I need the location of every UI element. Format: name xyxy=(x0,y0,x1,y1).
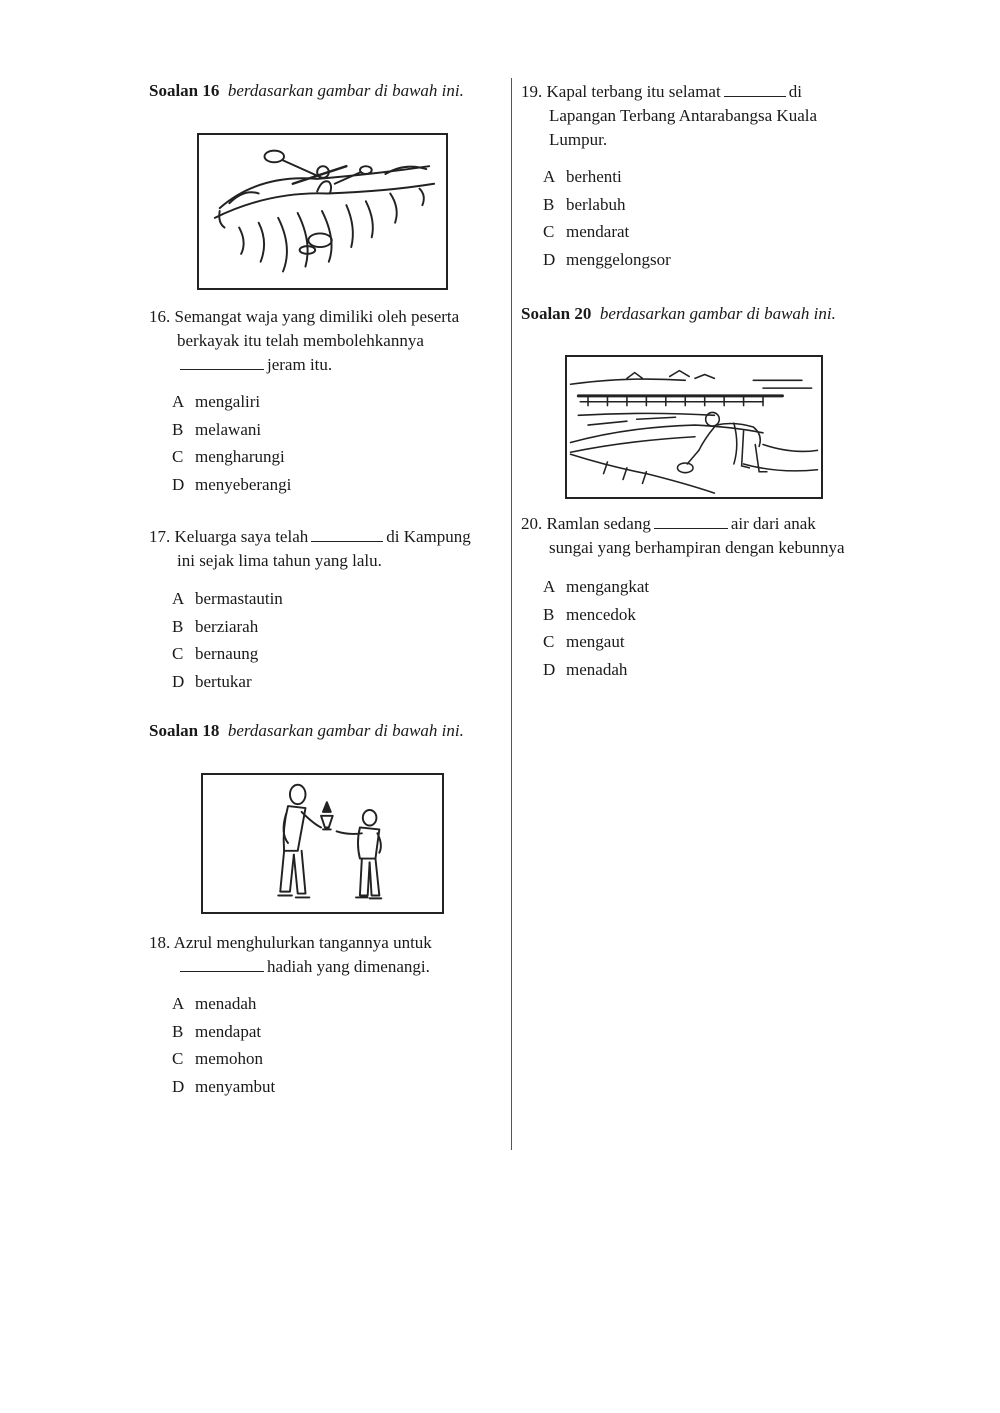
q17-option-a: A bermastautin xyxy=(172,589,283,608)
heading-16-bold: Soalan 16 xyxy=(149,81,220,100)
q20-option-a: A mengangkat xyxy=(543,577,650,596)
q18-line2: hadiah yang dimenangi. xyxy=(267,957,430,976)
q18-option-b: B mendapat xyxy=(172,1021,262,1041)
q16-options xyxy=(172,392,291,502)
q16-option-d: D menyeberangi xyxy=(172,474,292,494)
q18-option-d: D menyambut xyxy=(172,1076,276,1096)
q16-blank xyxy=(180,368,264,370)
q18-options xyxy=(172,994,275,1104)
q18-line1: Azrul menghulurkan tangannya untuk xyxy=(173,933,432,952)
q17-line1-after: di Kampung xyxy=(386,527,471,546)
q19-options xyxy=(543,167,671,277)
q17-number: 17. xyxy=(149,527,171,546)
heading-20-bold: Soalan 20 xyxy=(521,304,592,323)
q19-line2: Lapangan Terbang Antarabangsa Kuala xyxy=(549,106,818,125)
heading-soalan-16 xyxy=(149,81,464,101)
q16-option-a: A mengaliri xyxy=(172,392,261,411)
heading-18-bold: Soalan 18 xyxy=(149,721,220,740)
q19-line1-before: Kapal terbang itu selamat xyxy=(546,82,721,101)
q20-number: 20. xyxy=(521,514,543,533)
question-16 xyxy=(149,305,459,377)
q17-blank xyxy=(311,540,383,542)
q17-line2: ini sejak lima tahun yang lalu. xyxy=(177,551,382,570)
prize-giving-illustration xyxy=(201,773,444,914)
river-scoop-illustration xyxy=(565,355,823,499)
heading-soalan-20 xyxy=(521,304,836,324)
q18-blank xyxy=(180,970,264,972)
q20-blank xyxy=(654,527,728,529)
q17-options xyxy=(172,589,283,699)
q19-option-d: D menggelongsor xyxy=(543,249,671,269)
question-19 xyxy=(521,80,817,152)
q16-line3: jeram itu. xyxy=(267,355,333,374)
q17-line1-before: Keluarga saya telah xyxy=(174,527,309,546)
kayak-rapids-illustration xyxy=(197,133,448,290)
q17-option-b: B berziarah xyxy=(172,616,259,636)
prize-giving-drawing xyxy=(203,775,442,912)
q20-option-d: D menadah xyxy=(543,659,628,679)
heading-16-italic: berdasarkan gambar di bawah ini. xyxy=(227,81,464,100)
column-divider xyxy=(511,78,512,1150)
q20-line1-before: Ramlan sedang xyxy=(546,514,651,533)
kayak-rapids-drawing xyxy=(199,135,446,288)
heading-soalan-18 xyxy=(149,721,464,741)
q18-number: 18. xyxy=(149,933,171,952)
question-20 xyxy=(521,512,845,560)
q20-line1-after: air dari anak xyxy=(730,514,816,533)
q20-option-c: C mengaut xyxy=(543,632,625,651)
question-18 xyxy=(149,931,432,979)
river-scoop-drawing xyxy=(567,357,821,497)
q19-option-a: A berhenti xyxy=(543,167,622,186)
q20-line2: sungai yang berhampiran dengan kebunnya xyxy=(549,538,845,557)
q17-option-d: D bertukar xyxy=(172,671,252,691)
heading-18-italic: berdasarkan gambar di bawah ini. xyxy=(227,721,464,740)
q19-blank xyxy=(724,95,786,97)
q18-option-a: A menadah xyxy=(172,994,257,1013)
q16-number: 16. xyxy=(149,307,171,326)
q19-option-b: B berlabuh xyxy=(543,194,626,214)
q16-option-b: B melawani xyxy=(172,419,262,439)
q16-option-c: C mengharungi xyxy=(172,447,285,466)
question-17 xyxy=(149,525,471,573)
q18-option-c: C memohon xyxy=(172,1049,263,1068)
q17-option-c: C bernaung xyxy=(172,644,259,663)
q16-line2: berkayak itu telah membolehkannya xyxy=(177,331,424,350)
q19-number: 19. xyxy=(521,82,543,101)
q20-options xyxy=(543,577,649,687)
q20-option-b: B mencedok xyxy=(543,604,636,624)
q19-line1-after: di xyxy=(788,82,802,101)
q19-line3: Lumpur. xyxy=(549,130,608,149)
heading-20-italic: berdasarkan gambar di bawah ini. xyxy=(599,304,836,323)
q19-option-c: C mendarat xyxy=(543,222,630,241)
q16-line1: Semangat waja yang dimiliki oleh peserta xyxy=(174,307,460,326)
